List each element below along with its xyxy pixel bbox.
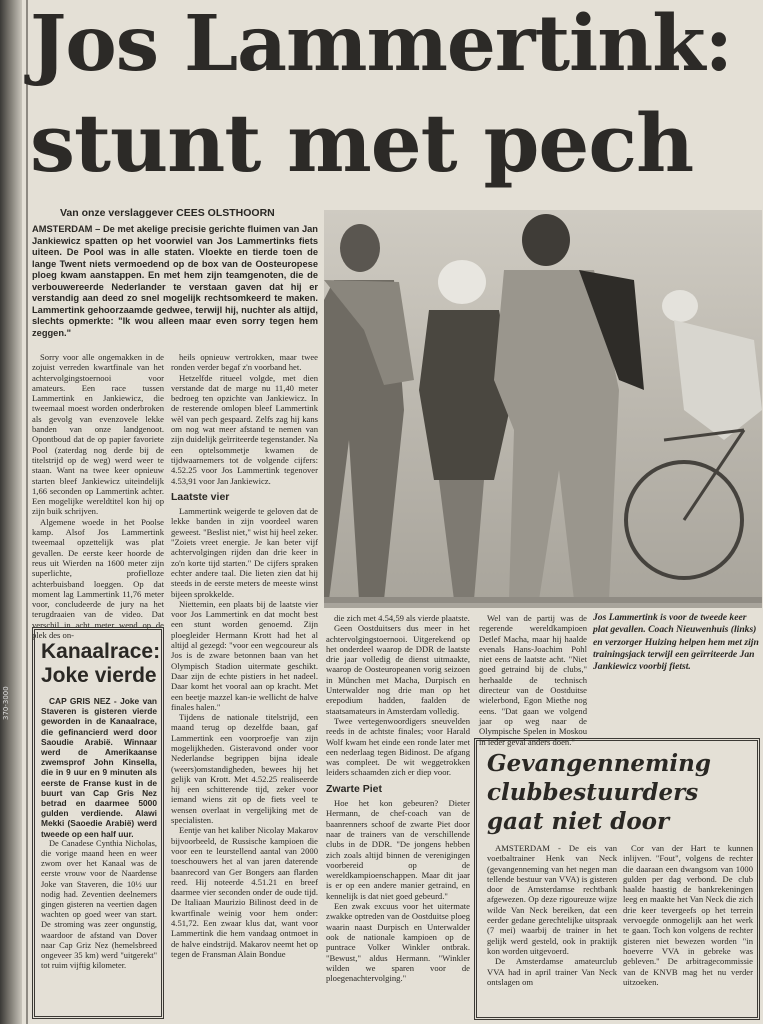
subhead-zwarte-piet: Zwarte Piet	[326, 782, 383, 795]
paragraph: Hetzelfde ritueel volgde, met dien verstande dat de marge nu 11,40 meter bedroeg ten opzichte van Jankiewicz. In de resterende omlopen bleef Lammertink wèl van pech gespaard. Zelfs zag hij kans om nog wat meer afstand te nemen van zijn duidelijk geïrriteerde tegenstander. Na een optelsommetje kwamen de tijdwaarnemers tot de volgende cijfers: 4.52.25 voor Jos Lammertink tegenover 4.53,91 voor Jan Jankiewicz.	[171, 372, 318, 486]
column-4	[479, 613, 587, 747]
paragraph: CAP GRIS NEZ - Joke van Staveren is gisteren vierde geworden in de Kanaalrace, die gefinancierd werd door Saoudie Arabië. Winnaar werd de Amerikaanse zwemsprof John Kinsella, die in 9 uur en 9 minuten als eerste de Franse kust in de buurt van Cap Gris Nez betrad en daarmee 5000 gulden verdiende. Alawi Mekki (Saoedie Arabië) werd tweede op een half uur.	[41, 696, 157, 839]
paragraph: Geen Oostduitsers dus meer in het achtervolgingstoernooi. Uitgerekend op het onderdeel waarop de DDR de laatste drie jaar volledig de dienst uitmaakte, waarop de Oosteuropeanen vorig seizoen in München met Macha, Durpisch en Unterwalder nog drie man op het erepodium hadden, faalden de staatsamateurs in Amsterdam volledig.	[326, 623, 470, 716]
headline-line-1: Jos Lammertink:	[30, 0, 733, 89]
paragraph: De Canadese Cynthia Nicholas, die vorige maand heen en weer zwom over het Kanaal was de eerste vrouw voor de Naardense Joke van Staveren, die 10½ uur nodig had. Zeventien deelnemers gingen gisteren na veertien dagen wachten op goed weer van start. De stroming was zeer ongunstig, waardoor de afstand van Dover naar Cap Griz Nez (hemelsbreed ongeveer 35 km) werd "uitgerekt" tot ruim vijftig kilometer.	[41, 838, 157, 971]
paragraph: Twee vertegenwoordigers sneuvelden reeds in de achtste finales; voor Harald Wolf kwam het einde een ronde later met een nederlaag tegen Bidinost. De afgang was compleet. De wit weggetrokken leiders schaamden zich er diep voor.	[326, 715, 470, 778]
paragraph: AMSTERDAM - De eis van voetbaltrainer Henk van Neck (gevangenneming van het negen man tellende bestuur van VVA) is gisteren door de Amsterdamse rechtbank afgewezen. Op deze rigoureuze wijze wilde Van Neck bereiken, dat een eerder gedane gerechtelijke uitspraak (7 mei) waarbij de trainer in het gelijk werd gesteld, ook in praktijk kon worden uitgevoerd.	[487, 843, 617, 956]
paragraph: Lammertink weigerde te geloven dat de lekke banden in zijn voordeel waren geweest. "Beslist niet," wist hij heel zeker. "Zoiets vreet energie. Je kan beter vijf achtervolgingen rijden dan drie keer in zo'n korte tijd starten." De cijfers spraken echter andere taal. Die lieten zien dat hij steeds in de eerste meters de meeste winst bijeen sprokkelde.	[171, 506, 318, 599]
paragraph: Tijdens de nationale titelstrijd, een maand terug op dezelfde baan, gaf Lammertink een voorproefje van zijn mogelijkheden. Gisteravond onder voor Nederlandse begrippen bijna ideale (weers)omstandigheden, bewees hij het gelijk van Krott. Met 4.52.25 realiseerde hij een schitterende tijd, zeker voor iemand wiens zit op de fiets veel te wensen overlaat in vergelijking met de specialisten.	[171, 712, 318, 826]
paragraph: Hoe het kon gebeuren? Dieter Hermann, de chef-coach van de baanrenners schoof de zwarte Piet door naar de trainers van de verschillende clubs in de DDR. "De jongens hebben zich zoals altijd binnen de verenigingen voorbereid op de wereldkampioenschappen. Maar dit jaar is er op een andere manier getraind, en kennelijk is dat niet goed gebeurd."	[326, 798, 470, 901]
paragraph: Een zwak excuus voor het uitermate zwakke optreden van de Oostduitse ploeg waarin naast Durpisch en Unterwalder ook de nationale kampioen op de puntrace Volker Winkler ontbrak. "Bewust," aldus Hermann. "Winkler wilden we sparen voor de ploegenachtervolging."	[326, 901, 470, 984]
paragraph: Cor van der Hart te kunnen inlijven. "Fout", volgens de rechter die daaraan een dwangsom van 1000 gulden per dag verbond. De club haalde haastig de bankrekeningen leeg en maakte het Van Neck die zich drie keer tevergeefs op het terrein vervoegde onmogelijk aan het werk te gaan. Toch kon volgens de rechter gisteren niet bewezen worden "in hoeverre VVA in gebreke was gebleven." De arbitragecommissie van de KNVB mag het nu verder uitzoeken.	[623, 843, 753, 987]
paragraph: Algemene woede in het Poolse kamp. Alsof Jos Lammertink tweemaal opzettelijk was plat gevallen. De eerste keer hoorde de reus uit Wierden na 1600 meter zijn superlichte, profielloze achterbuisband loeggen. Op dat moment lag Lammertink 11,76 meter voor, concludeerde de jury na het terugdraaien van de video. Dat verschil in acht meter wend op de plek des on-	[32, 516, 164, 641]
paragraph: Sorry voor alle ongemakken in de zojuist verreden kwartfinale van het achtervolgingstoernooi voor amateurs. Een race tussen Lammertink en Jankiewicz, die tweemaal moest worden onderbroken als gevolg van evenzovele lekke banden van onze landgenoot. Opontboud dat de op papier favoriete Pool (zaterdag nog derde bij de titelstrijd op de weg) werd weer te staan. Want na twee keer opnieuw starten bleef Jankiewicz uiteindelijk 1,66 seconden op Lammertink achter. Een mogelijke wereldtitel kon hij op zijn buik schrijven.	[32, 352, 164, 517]
column-2	[171, 352, 318, 959]
gevangenneming-col-left	[487, 843, 617, 987]
margin-code: 370-3000	[2, 686, 10, 720]
subhead-laatste-vier: Laatste vier	[171, 490, 230, 503]
column-1	[32, 352, 164, 640]
news-photo	[324, 210, 762, 608]
gevangenneming-title: Gevangenneming clubbestuurders gaat niet door	[487, 750, 711, 835]
paragraph: Niettemin, een plaats bij de laatste vier voor Jos Lammertink en dat mocht best een stunt worden genoemd. Zijn ploegleider Hermann Krott had het al altijd al gezegd: "voor een wegcoureur als Jos is de zware betonnen baan van het Olympisch Stadion uitermate geschikt. Daar zijn de echte pistiers in het nadeel. Daar komt het vooral aan op kracht. Met een beetje mazzel kan-ie wellicht de halve finales halen."	[171, 598, 318, 712]
column-3	[326, 613, 470, 983]
gevangenneming-col-right	[623, 843, 753, 987]
headline-line-2: stunt met pech	[30, 96, 694, 190]
margin-rule	[26, 0, 28, 1024]
paragraph: De Amsterdamse amateurclub VVA had in april trainer Van Neck ontslagen om	[487, 956, 617, 987]
paragraph: Wel van de partij was de regerende wereldkampioen Detlef Macha, maar hij haalde evenals Hans-Joachim Pohl niet eens de laatste acht. "Niet goed getraind bij de clubs," herhaalde de technisch directeur van de Oostduitse wielerbond, Egon Miethe nog eens. "Dat gaan we volgend jaar op weg naar de Olympische Spelen in Moskou in ieder geval anders doen."	[479, 613, 587, 747]
kanaalrace-title: Kanaalrace: Joke vierde	[41, 640, 161, 687]
binding-edge	[0, 0, 22, 1024]
paragraph: die zich met 4.54,59 als vierde plaatste.	[334, 613, 470, 623]
paragraph: heils opnieuw vertrokken, maar twee ronden verder begaf z'n voorband het.	[171, 352, 318, 373]
byline: Van onze verslaggever CEES OLSTHOORN	[60, 207, 275, 219]
photo-illustration	[324, 210, 762, 608]
kanaalrace-body	[41, 696, 157, 971]
kanaalrace-box	[32, 627, 164, 1019]
photo-caption: Jos Lammertink is voor de tweede keer plat gevallen. Coach Nieuwenhuis (links) en verzorger Huizing helpen hem met zijn trainingsjack terwijl een geïrriteerde Jan Jankiewicz voorbij fietst.	[593, 612, 759, 673]
lead-paragraph: AMSTERDAM – De met akelige precisie gerichte fluimen van Jan Jankiewicz spatten op het voorwiel van Jos Lammertinks fiets uiteen. De Pool was in alle staten. Vloekte en tierde toen de lange Twent niets vermoedend op de box van de Oosteuropese ploeg kwam aanstappen. En met hem zijn teamgenoten, die de verbouwereerde Nederlander te verstaan gaven dat hij er verstandig aan deed zo snel mogelijk rechtsomkeerd te maken. Lammertink gehoorzaamde gedwee, terwijl hij, nuchter als altijd, slechts opmerkte: "Ik wou alleen maar even sorry tegen hem zeggen."	[32, 224, 318, 338]
paragraph: Eentje van het kaliber Nicolay Makarov bijvoorbeeld, de Russische kampioen die voor een te leurstellend aantal van 2000 toeschouwers het al van jaren daterende baanrecord van Ger Bongers aan flarden reed. Hij noteerde 4.51.21 en breef daarmee vier seconden onder de oude tijd. De Italiaan Maurizio Bilinost deed in de kwartfinale weinig voor hem onder: 4.51,72. Een zwaar klus dat, want voor Lammertink die hem vandaag ontmoet in de halve eindstrijd. Makarov neemt het op tegen de Fransman Alain Bondue	[171, 825, 318, 959]
gevangenneming-box	[474, 738, 760, 1020]
